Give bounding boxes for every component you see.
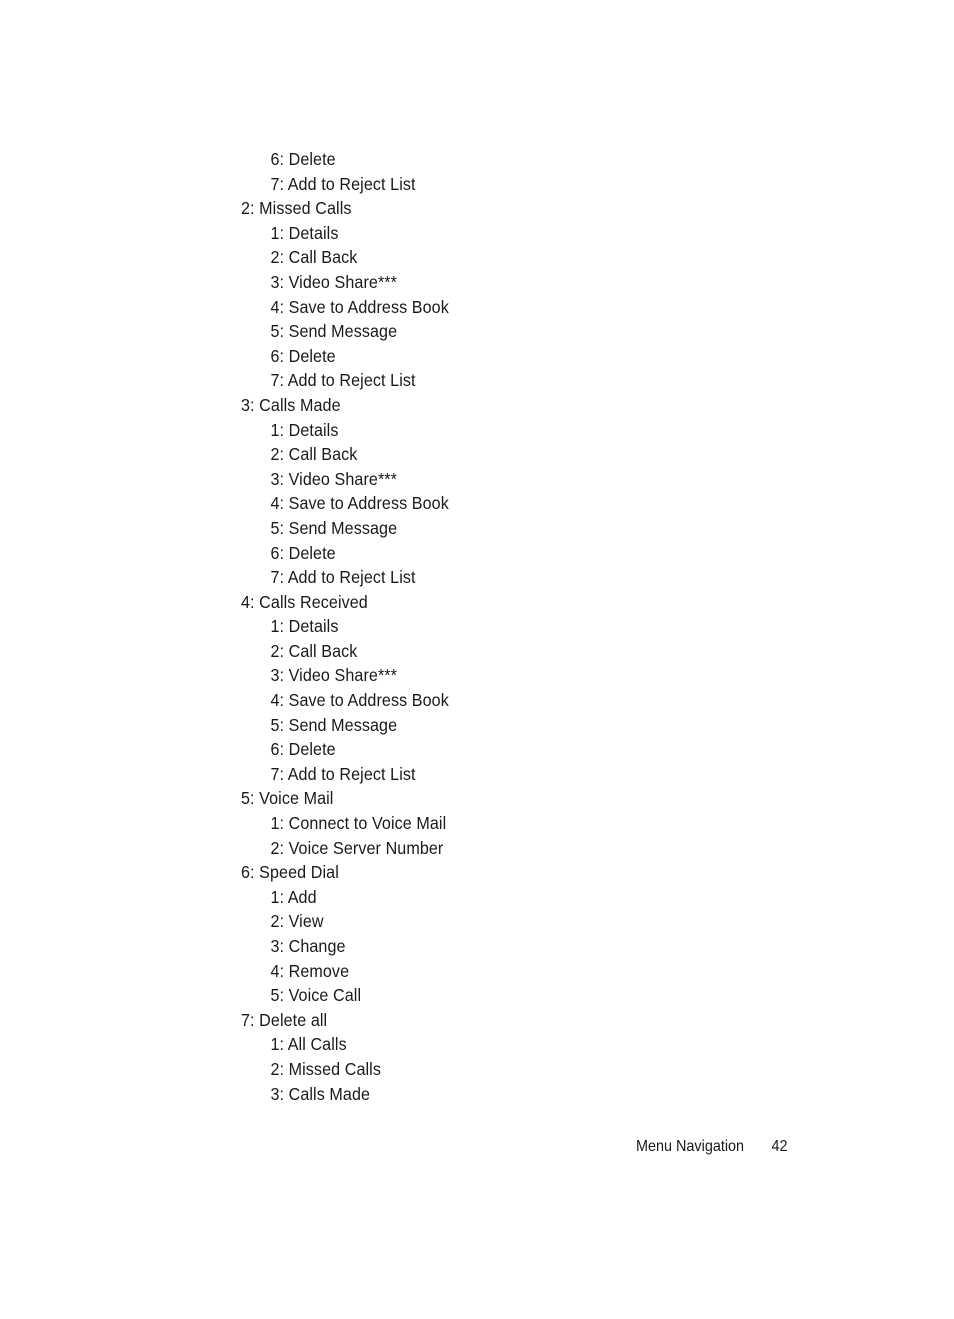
page-footer — [636, 1136, 787, 1158]
submenu-item: 1: Connect to Voice Mail — [270, 813, 447, 834]
submenu-item: 4: Save to Address Book — [270, 296, 449, 317]
submenu-item: 5: Voice Call — [270, 985, 362, 1006]
submenu-item: 1: Details — [270, 616, 339, 637]
menu-item: 2: Missed Calls — [241, 198, 352, 219]
menu-item: 7: Delete all — [241, 1009, 328, 1030]
submenu-item: 1: Details — [270, 222, 339, 243]
page-number: 42 — [771, 1138, 788, 1155]
submenu-item: 5: Send Message — [270, 321, 398, 342]
submenu-item: 7: Add to Reject List — [270, 173, 416, 194]
submenu-item: 3: Change — [270, 936, 346, 956]
menu-item: 5: Voice Mail — [241, 788, 334, 809]
submenu-item: 2: Call Back — [270, 444, 358, 465]
submenu-item: 6: Delete — [270, 739, 336, 760]
submenu-item: 4: Save to Address Book — [270, 690, 449, 711]
submenu-item: 6: Delete — [270, 149, 336, 169]
submenu-item: 7: Add to Reject List — [270, 370, 416, 391]
submenu-item: 3: Video Share*** — [270, 271, 398, 292]
submenu-item: 2: View — [270, 911, 324, 932]
submenu-item: 4: Save to Address Book — [270, 493, 449, 514]
submenu-item: 3: Video Share*** — [270, 665, 398, 686]
submenu-item: 3: Video Share*** — [270, 468, 398, 489]
submenu-item: 3: Calls Made — [270, 1083, 371, 1104]
submenu-item: 7: Add to Reject List — [270, 567, 416, 588]
submenu-item: 2: Call Back — [270, 247, 358, 268]
submenu-item: 4: Remove — [270, 960, 350, 981]
submenu-item: 7: Add to Reject List — [270, 763, 416, 784]
submenu-item: 6: Delete — [270, 542, 336, 563]
menu-item: 4: Calls Received — [241, 591, 368, 612]
submenu-item: 5: Send Message — [270, 714, 398, 735]
submenu-item: 1: Details — [270, 419, 339, 440]
footer-section-title: Menu Navigation — [636, 1138, 745, 1155]
submenu-item: 6: Delete — [270, 345, 336, 366]
submenu-item: 5: Send Message — [270, 517, 398, 538]
menu-item: 3: Calls Made — [241, 394, 341, 415]
submenu-item: 2: Voice Server Number — [270, 837, 444, 858]
menu-item: 6: Speed Dial — [241, 862, 339, 883]
submenu-item: 2: Missed Calls — [270, 1058, 381, 1079]
menu-tree — [241, 147, 467, 1106]
submenu-item: 1: Add — [270, 886, 317, 907]
submenu-item: 2: Call Back — [270, 640, 358, 661]
submenu-item: 1: All Calls — [270, 1034, 347, 1055]
